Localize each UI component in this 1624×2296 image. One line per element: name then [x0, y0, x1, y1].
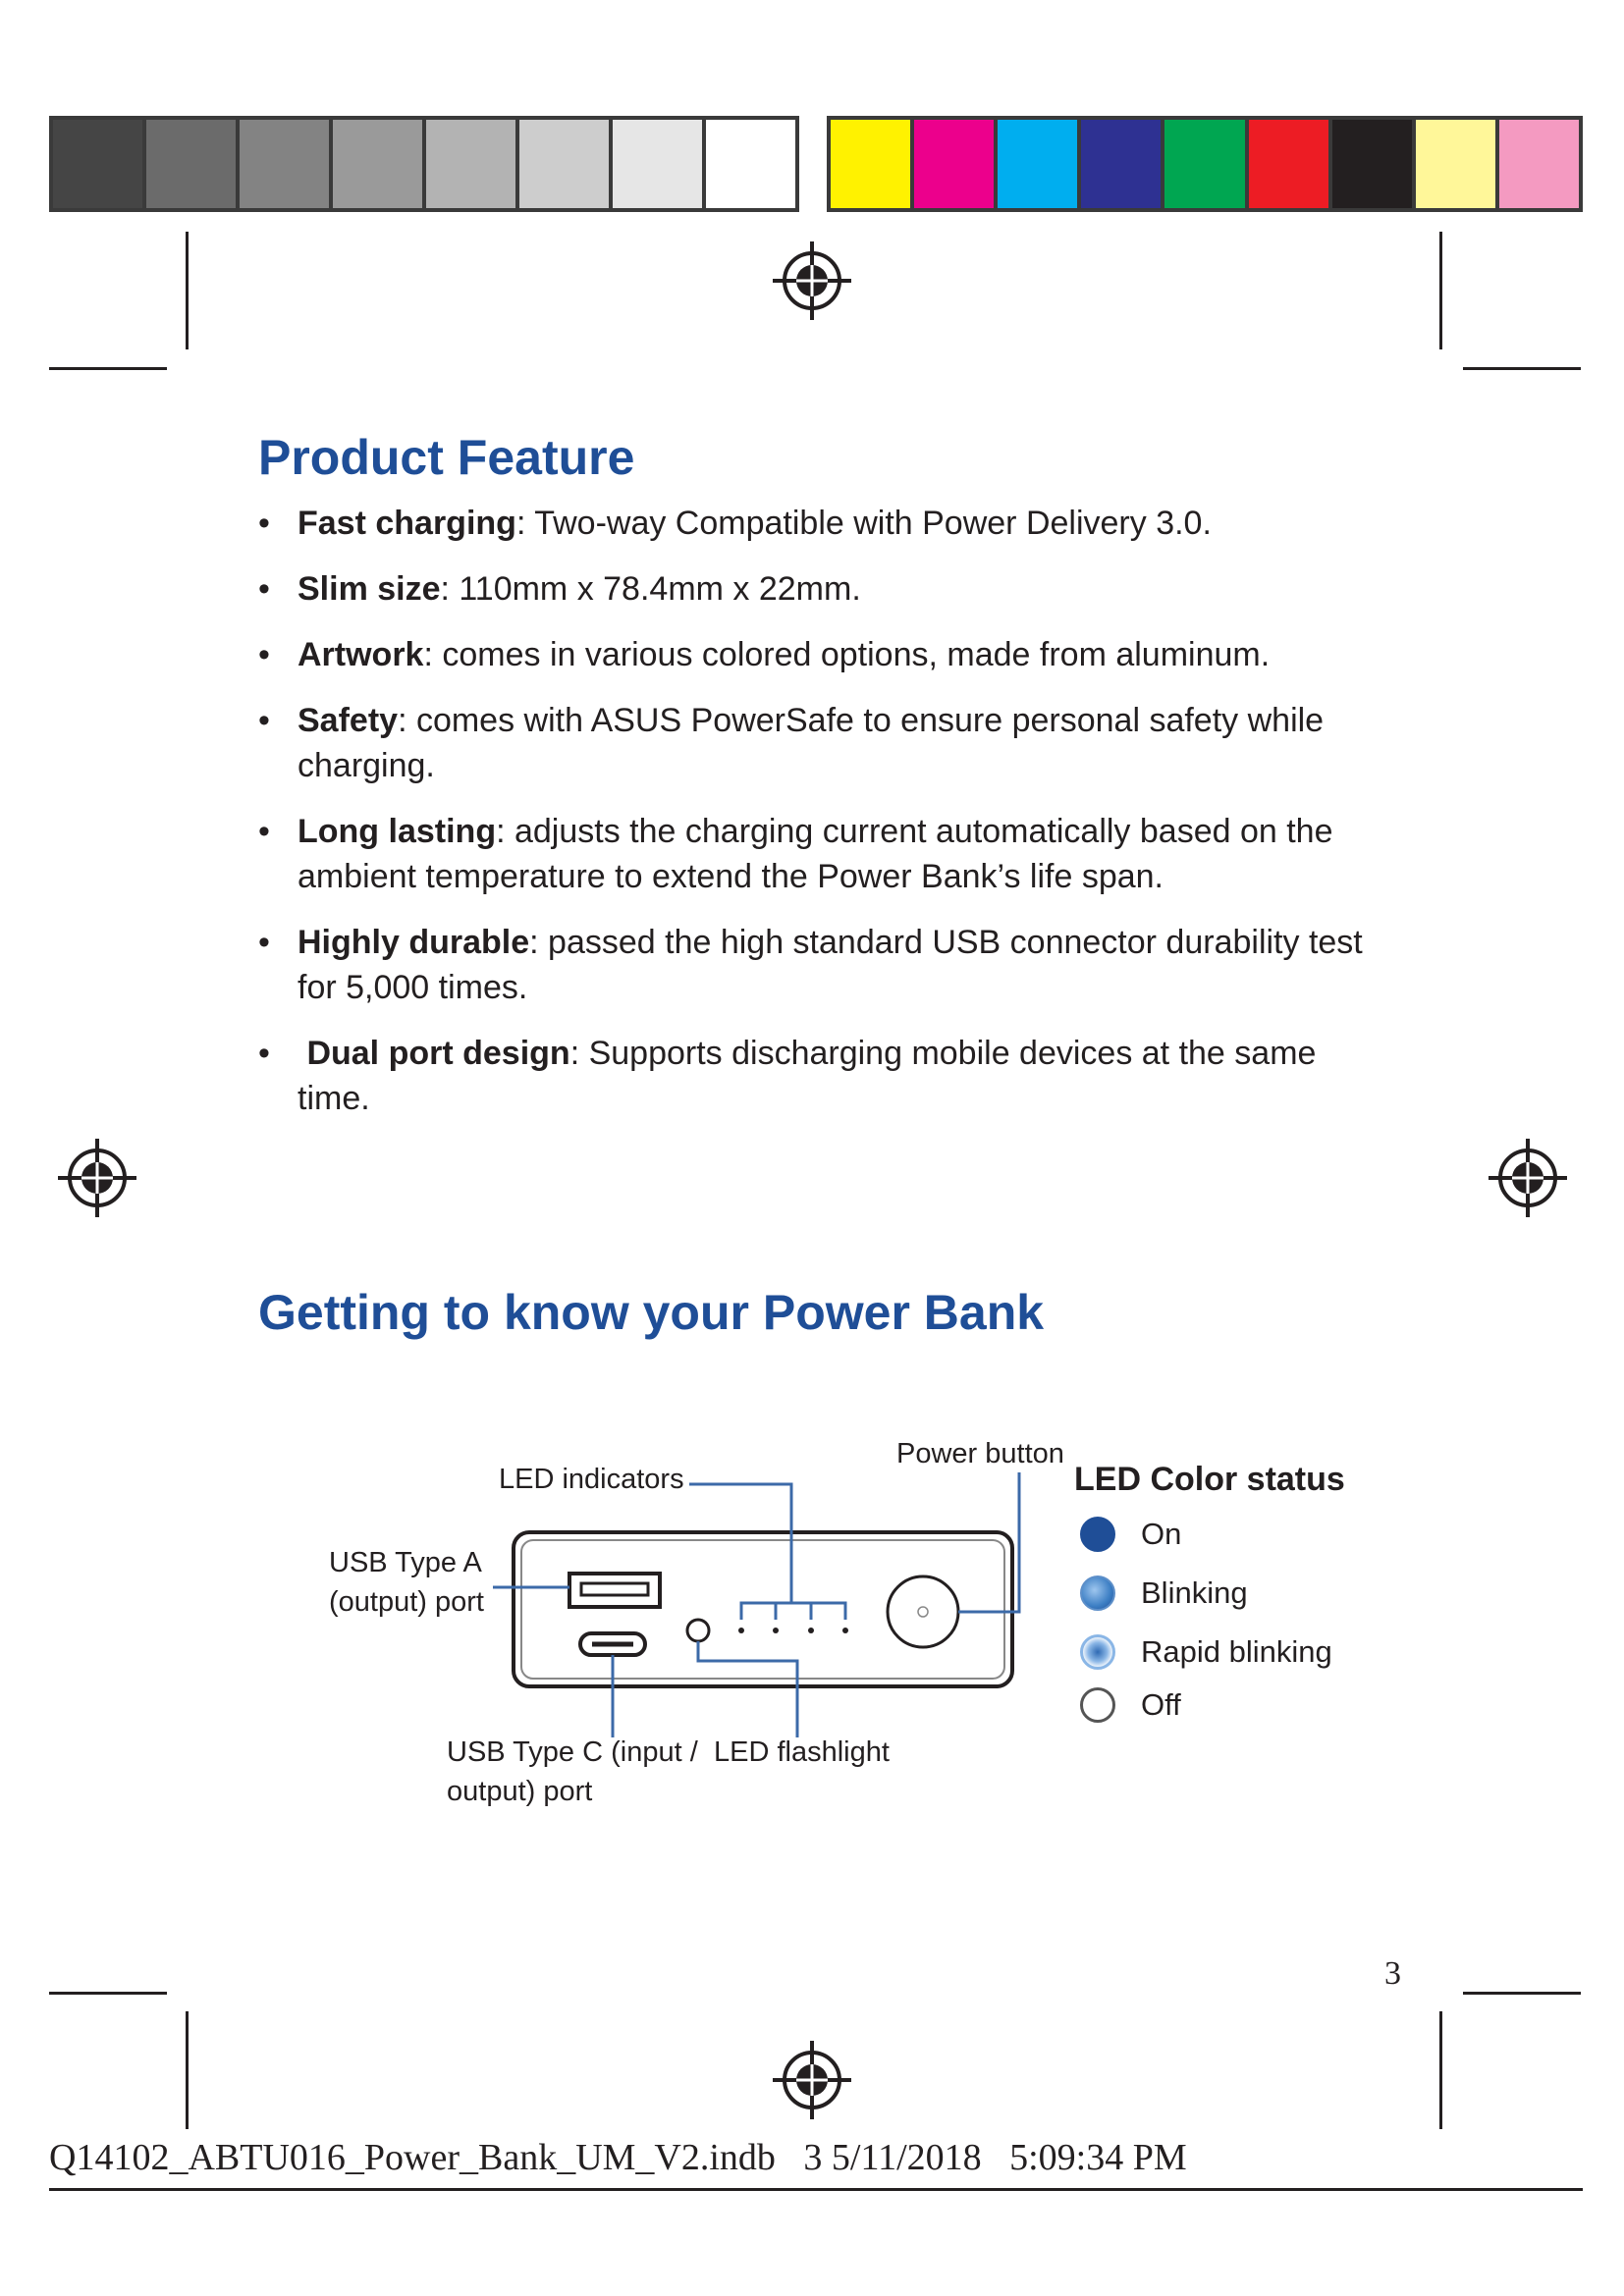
led-status-label: Off — [1141, 1687, 1181, 1722]
label-usb-c-line1: USB Type C (input / — [447, 1736, 698, 1768]
led-status-label: Blinking — [1141, 1575, 1248, 1610]
led-status-off — [1080, 1687, 1181, 1723]
section-title-product-feature: Product Feature — [258, 430, 635, 485]
bullet: • — [258, 636, 270, 673]
page-number: 3 — [1384, 1955, 1401, 1992]
led-status-rapid-blinking — [1080, 1634, 1332, 1670]
feature-term: Fast charging — [298, 505, 516, 542]
power-button-icon — [888, 1576, 958, 1647]
led-flashlight-icon — [687, 1620, 709, 1641]
feature-term: Safety — [298, 702, 399, 739]
feature-description: : Supports discharging mobile devices at the same time. — [298, 1035, 1317, 1117]
feature-description: : Two-way Compatible with Power Delivery 3.0. — [515, 505, 1212, 542]
led-status-label: Rapid blinking — [1141, 1634, 1332, 1669]
feature-term: Dual port design — [298, 1035, 570, 1072]
print-slug-footer: Q14102_ABTU016_Power_Bank_UM_V2.indb 3 5/11/2018 5:09:34 PM — [49, 2137, 1187, 2178]
led-status-on — [1080, 1517, 1181, 1552]
feature-term: Slim size — [298, 570, 441, 608]
led-rapid-blinking-icon — [1080, 1634, 1115, 1670]
feature-term: Highly durable — [298, 924, 530, 961]
led-indicator-dot — [773, 1628, 779, 1633]
led-indicator-dots — [738, 1628, 848, 1633]
label-power-button: Power button — [896, 1438, 1064, 1469]
feature-description: : adjusts the charging current automatically based on the ambient temperature to extend the Power Bank’s life span. — [298, 813, 1333, 895]
led-indicator-dot — [738, 1628, 744, 1633]
bullet: • — [258, 1035, 270, 1072]
label-usb-a-line1: USB Type A — [329, 1547, 482, 1578]
power-bank-body — [514, 1532, 1012, 1686]
feature-description: : passed the high standard USB connector durability test for 5,000 times. — [298, 924, 1363, 1006]
led-status-label: On — [1141, 1517, 1182, 1551]
usb-a-port-tongue — [581, 1583, 648, 1595]
led-blinking-icon — [1080, 1575, 1115, 1611]
feature-description: : comes with ASUS PowerSafe to ensure personal safety while charging. — [298, 702, 1325, 784]
bullet: • — [258, 570, 270, 608]
power-bank-inner-edge — [521, 1540, 1004, 1679]
led-indicator-dot — [808, 1628, 814, 1633]
section-title-getting-to-know: Getting to know your Power Bank — [258, 1285, 1045, 1340]
feature-term: Long lasting — [298, 813, 497, 850]
bullet: • — [258, 702, 270, 739]
led-off-icon — [1080, 1687, 1115, 1723]
led-indicator-dot — [842, 1628, 848, 1633]
bullet: • — [258, 924, 270, 961]
led-on-icon — [1080, 1517, 1115, 1552]
usb-a-port-icon — [569, 1574, 660, 1607]
feature-description: : 110mm x 78.4mm x 22mm. — [440, 570, 861, 608]
label-usb-a-line2: (output) port — [329, 1586, 484, 1618]
label-led-indicators: LED indicators — [499, 1464, 684, 1495]
led-color-status-title: LED Color status — [1074, 1461, 1345, 1498]
label-led-flashlight: LED flashlight — [714, 1736, 890, 1768]
led-status-blinking — [1080, 1575, 1248, 1611]
bullet: • — [258, 813, 270, 850]
feature-description: : comes in various colored options, made from aluminum. — [423, 636, 1271, 673]
label-usb-c-line2: output) port — [447, 1776, 593, 1807]
bullet: • — [258, 505, 270, 542]
feature-term: Artwork — [298, 636, 424, 673]
